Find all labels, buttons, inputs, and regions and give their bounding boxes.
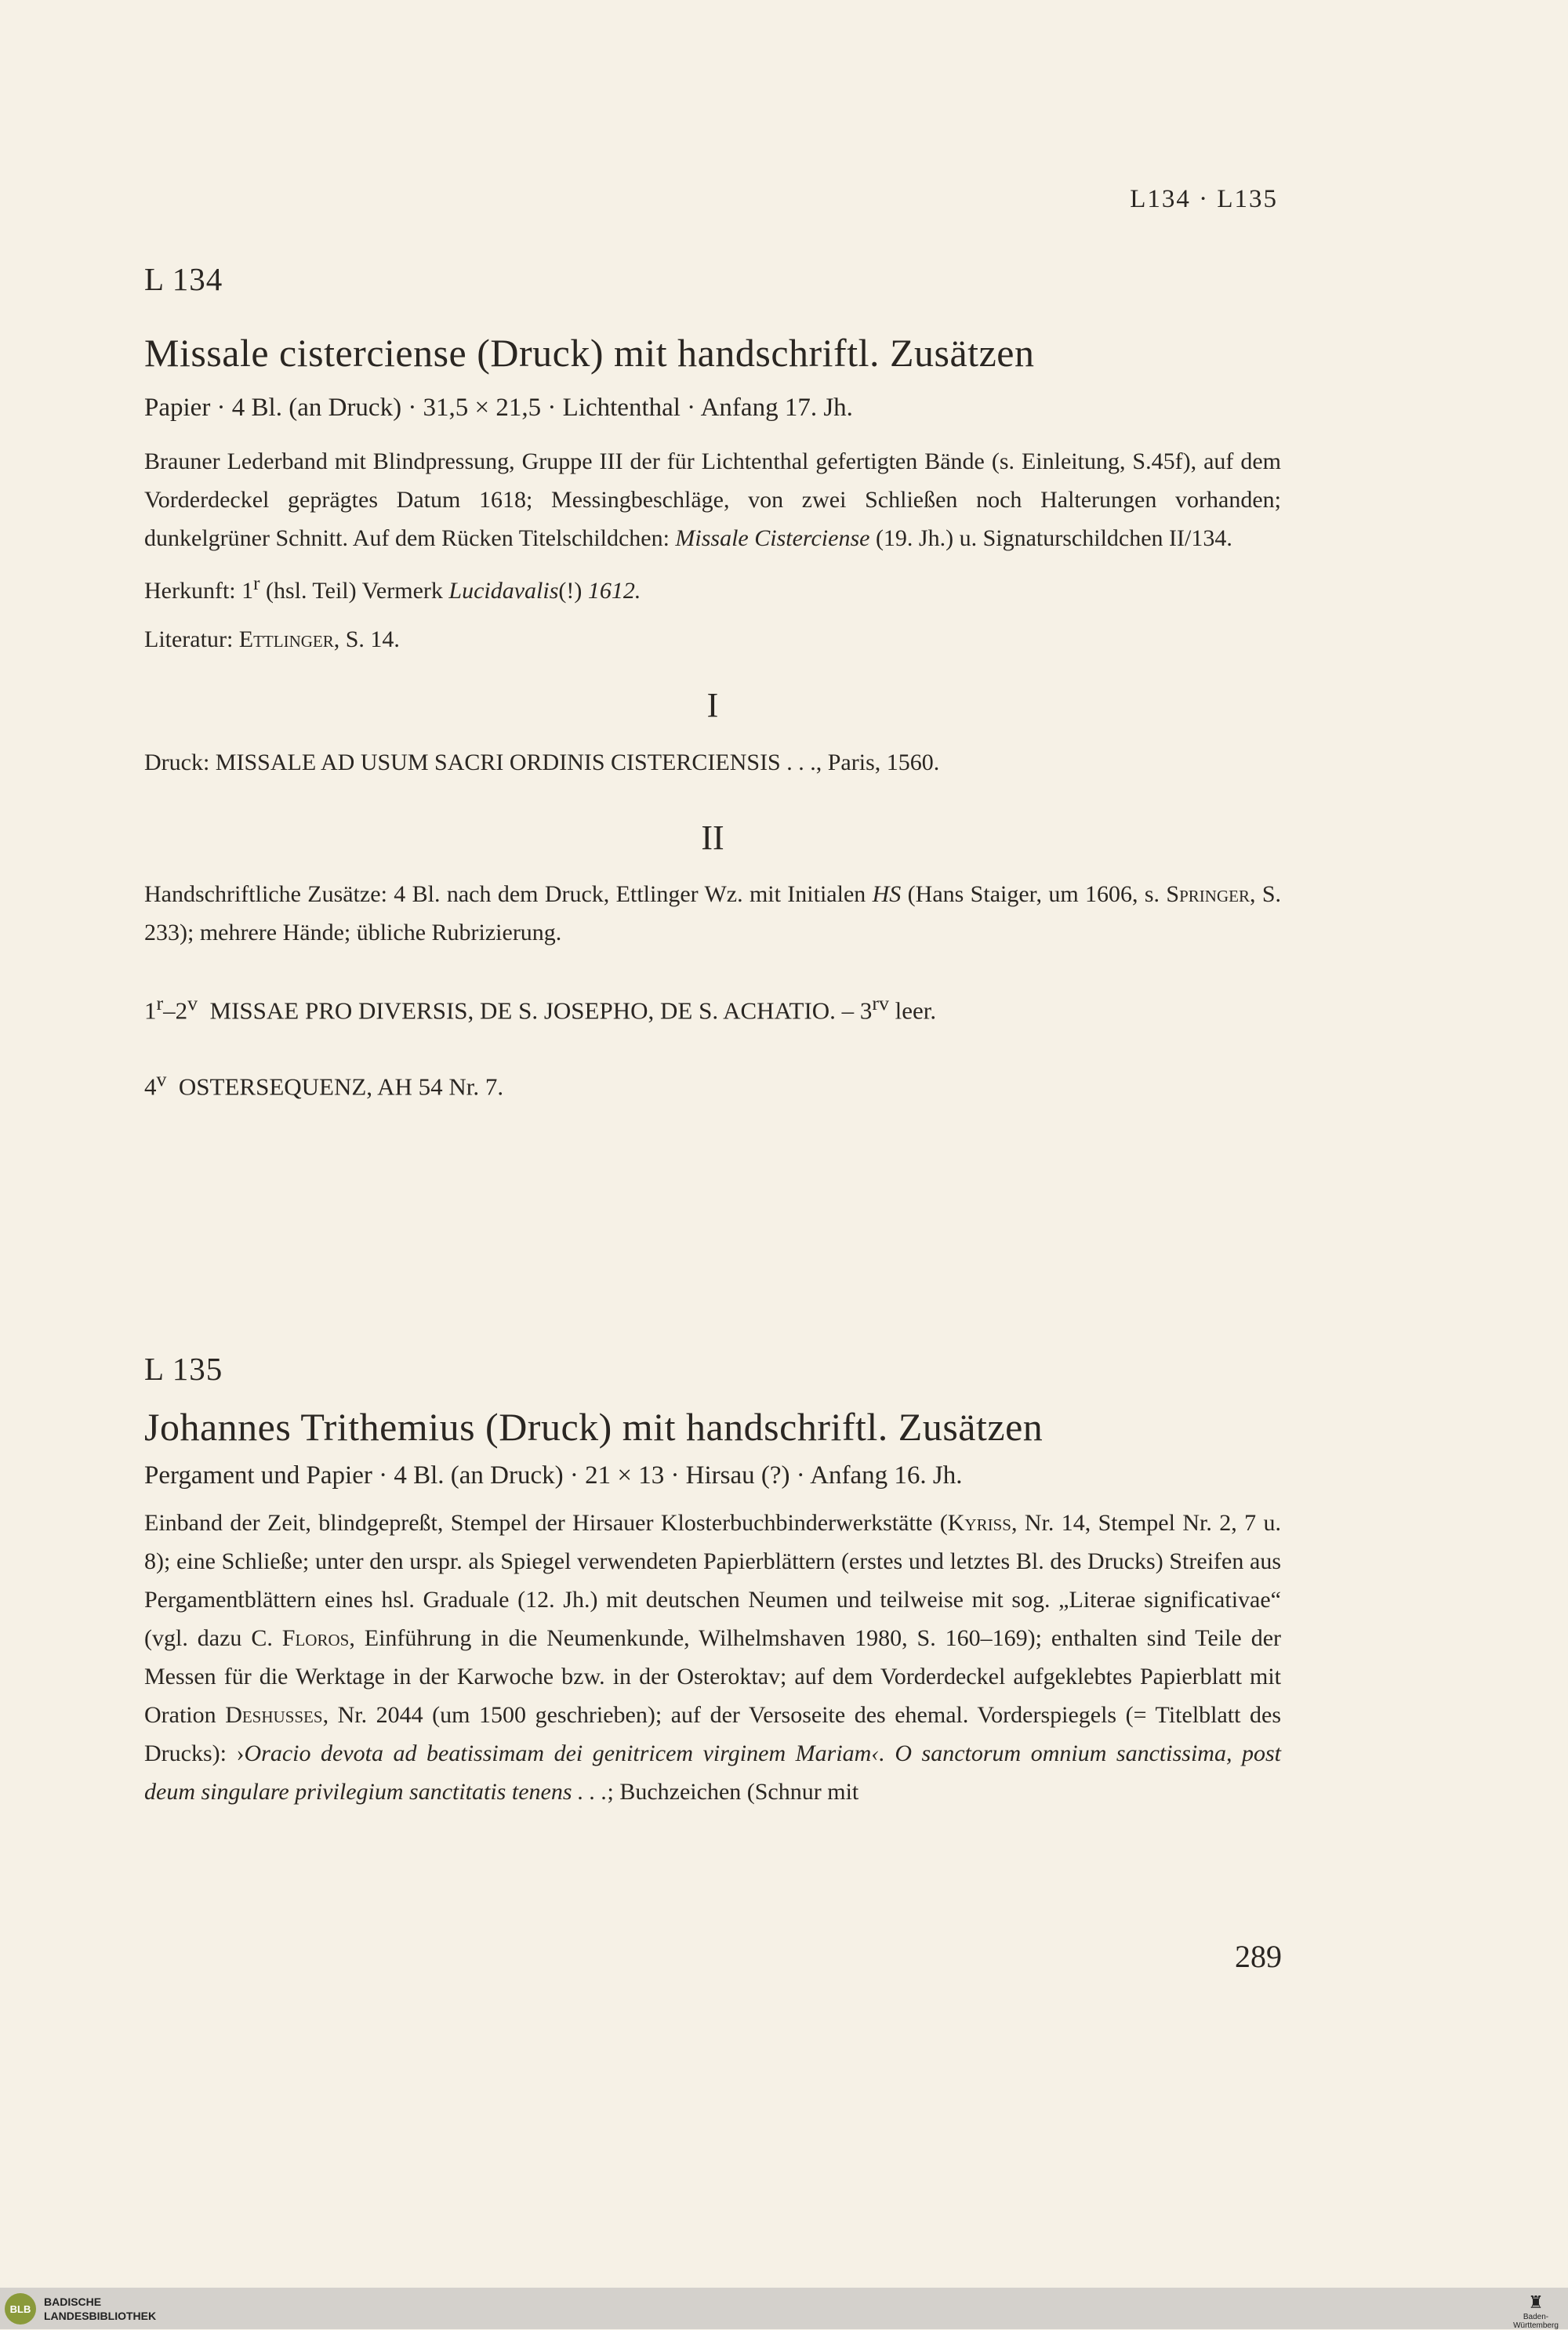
entry-l135 <box>144 1350 1281 1811</box>
part-ii-description: Handschriftliche Zusätze: 4 Bl. nach dem Druck, Ettlinger Wz. mit Initialen HS (Hans Staiger, um 1606, s. Springer, S. 233); mehrere Hände; übliche Rubrizierung. <box>144 881 1281 945</box>
entry-l134 <box>144 260 1281 1105</box>
entry-meta: Pergament und Papier · 4 Bl. (an Druck) · 21 × 13 · Hirsau (?) · Anfang 16. Jh. <box>144 1461 963 1490</box>
entry-title: Missale cisterciense (Druck) mit handschriftl. Zusätzen <box>144 331 1035 375</box>
entry-literatur: Literatur: Ettlinger, S. 14. <box>144 626 400 652</box>
library-logo-icon: BLB <box>5 2293 36 2325</box>
page-number: 289 <box>1235 1939 1282 1974</box>
entry-signature: L 134 <box>144 261 223 297</box>
entry-description: Brauner Lederband mit Blindpressung, Gruppe III der für Lichtenthal gefertigten Bände (s. Einleitung, S.45f), auf dem Vorderdeckel geprägtes Datum 1618; Messingbeschläge, von zwei Schließen noch Halterungen vorhanden; dunkelgrüner Schnitt. Auf dem Rücken Titelschildchen: Missale Cisterciense (19. Jh.) u. Signaturschildchen II/134. <box>144 448 1281 551</box>
entry-description: Einband der Zeit, blindgepreßt, Stempel der Hirsauer Klosterbuchbinderwerkstätte (Kyriss, Nr. 14, Stempel Nr. 2, 7 u. 8); eine Schließe; unter den urspr. als Spiegel verwendeten Papierblättern (erstes und letztes Bl. des Drucks) Streifen aus Pergamentblättern eines hsl. Graduale (12. Jh.) mit deutschen Neumen und teilweise mit sog. „Literae significativae“ (vgl. dazu C. Floros, Einführung in die Neumenkunde, Wilhelmshaven 1980, S. 160–169); enthalten sind Teile der Messen für die Werktage in der Karwoche bzw. in der Osteroktav; auf dem Vorderdeckel aufgeklebtes Papierblatt mit Oration Deshusses, Nr. 2044 (um 1500 geschrieben); auf der Versoseite des ehemal. Vorderspiegels (= Titelblatt des Drucks): ›Oracio devota ad beatissimam dei genitricem virginem Mariam‹. O sanctorum omnium sanctissima, post deum singulare privilegium sanctitatis tenens . . .; Buchzeichen (Schnur mit <box>144 1510 1282 1805</box>
part-number-ii: II <box>701 818 724 857</box>
footer-bar <box>0 2288 1568 2329</box>
entry-meta: Papier · 4 Bl. (an Druck) · 31,5 × 21,5 · Lichtenthal · Anfang 17. Jh. <box>144 394 853 422</box>
entry-title: Johannes Trithemius (Druck) mit handschriftl. Zusätzen <box>144 1405 1044 1449</box>
entry-signature: L 135 <box>144 1351 223 1387</box>
state-logo <box>1508 2292 1563 2330</box>
part-number-i: I <box>706 686 719 724</box>
entry-herkunft: Herkunft: 1$^r$ (hsl. Teil) Vermerk Lucidavalis(!) 1612. <box>144 573 641 604</box>
content-item: 1$^r$–2$^v$ MISSAE PRO DIVERSIS, DE S. JOSEPHO, DE S. ACHATIO. – $3^{rv}$ leer. <box>144 992 937 1025</box>
running-head: L134 · L135 <box>1130 185 1278 213</box>
part-i-description: Druck: MISSALE AD USUM SACRI ORDINIS CISTERCIENSIS . . ., Paris, 1560. <box>144 749 940 775</box>
content-item: 4$^v$ OSTERSEQUENZ, AH 54 Nr. 7. <box>144 1068 504 1101</box>
state-crest-icon: ♜ <box>1528 2292 1544 2312</box>
state-label: Baden-Württemberg <box>1513 2313 1559 2330</box>
library-name: BADISCHE LANDESBIBLIOTHEK <box>44 2296 157 2322</box>
